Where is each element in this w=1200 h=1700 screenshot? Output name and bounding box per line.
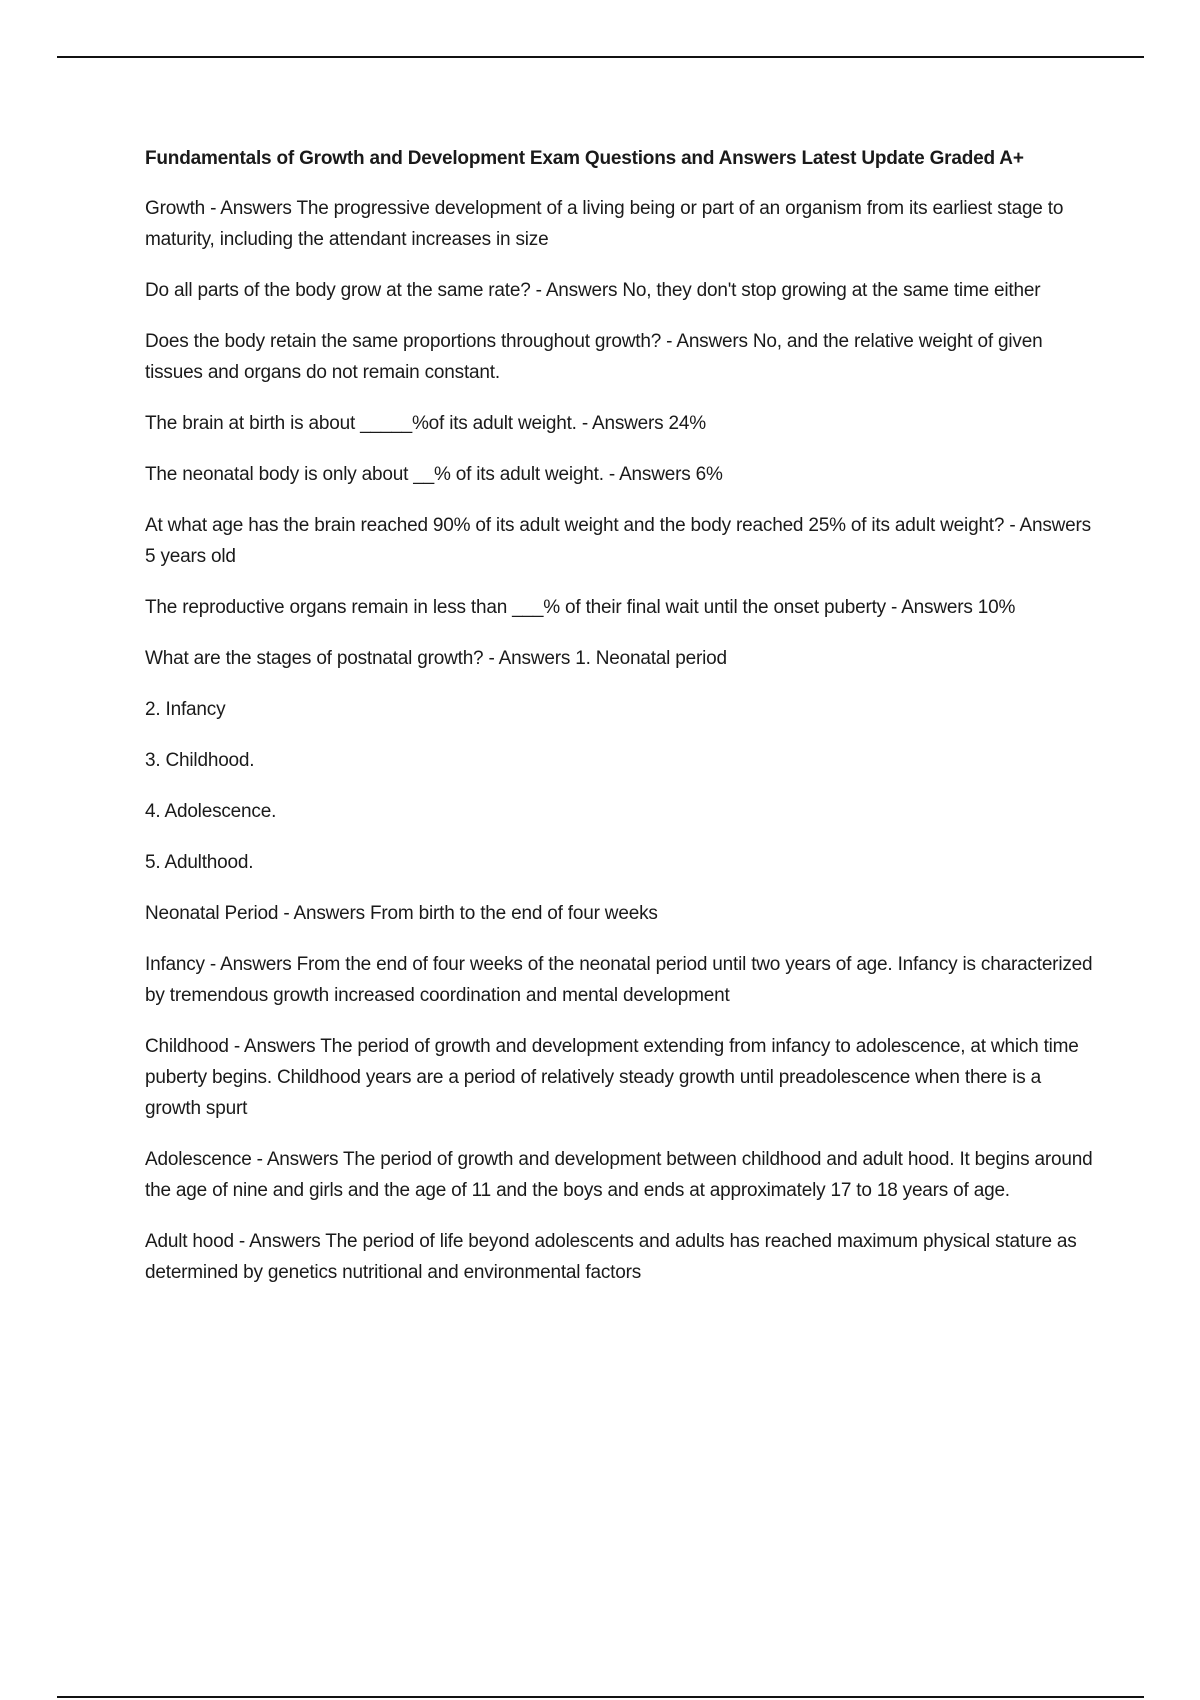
- footer-rule: [57, 1696, 1144, 1698]
- paragraph-brain-at-birth: The brain at birth is about _____%of its adult weight. - Answers 24%: [145, 413, 706, 434]
- paragraph-adult-hood: Adult hood - Answers The period of life beyond adolescents and adults has reached maximum physical stature as determined by genetics nutritional and environmental factors: [145, 1231, 1077, 1283]
- document-title: Fundamentals of Growth and Development Exam Questions and Answers Latest Update Graded A+: [145, 148, 1024, 169]
- paragraph-infancy: Infancy - Answers From the end of four weeks of the neonatal period until two years of age. Infancy is characterized by tremendous growth increased coordination and mental development: [145, 954, 1093, 1006]
- list-item-childhood: 3. Childhood.: [145, 750, 255, 771]
- header-rule: [57, 56, 1144, 58]
- paragraph-brain-90: At what age has the brain reached 90% of its adult weight and the body reached 25% of its adult weight? - Answers 5 years old: [145, 515, 1091, 567]
- paragraph-postnatal-stages: What are the stages of postnatal growth? - Answers 1. Neonatal period: [145, 648, 727, 669]
- paragraph-proportions: Does the body retain the same proportions throughout growth? - Answers No, and the relative weight of given tissues and organs do not remain constant.: [145, 331, 1043, 383]
- list-item-adolescence: 4. Adolescence.: [145, 801, 277, 822]
- paragraph-neonatal-body: The neonatal body is only about __% of its adult weight. - Answers 6%: [145, 464, 723, 485]
- document-body: [145, 146, 1095, 1308]
- list-item-adulthood: 5. Adulthood.: [145, 852, 254, 873]
- paragraph-growth: Growth - Answers The progressive development of a living being or part of an organism from its earliest stage to maturity, including the attendant increases in size: [145, 198, 1064, 250]
- paragraph-neonatal-period: Neonatal Period - Answers From birth to the end of four weeks: [145, 903, 658, 924]
- paragraph-adolescence: Adolescence - Answers The period of growth and development between childhood and adult hood. It begins around the age of nine and girls and the age of 11 and the boys and ends at approximately 17 to 18 years of age.: [145, 1149, 1093, 1201]
- list-item-infancy: 2. Infancy: [145, 699, 226, 720]
- paragraph-childhood: Childhood - Answers The period of growth and development extending from infancy to adolescence, at which time puberty begins. Childhood years are a period of relatively steady growth until preadolescence when there is a growth spurt: [145, 1036, 1079, 1119]
- paragraph-reproductive-organs: The reproductive organs remain in less than ___% of their final wait until the onset puberty - Answers 10%: [145, 597, 1016, 618]
- paragraph-grow-rate: Do all parts of the body grow at the same rate? - Answers No, they don't stop growing at the same time either: [145, 280, 1041, 301]
